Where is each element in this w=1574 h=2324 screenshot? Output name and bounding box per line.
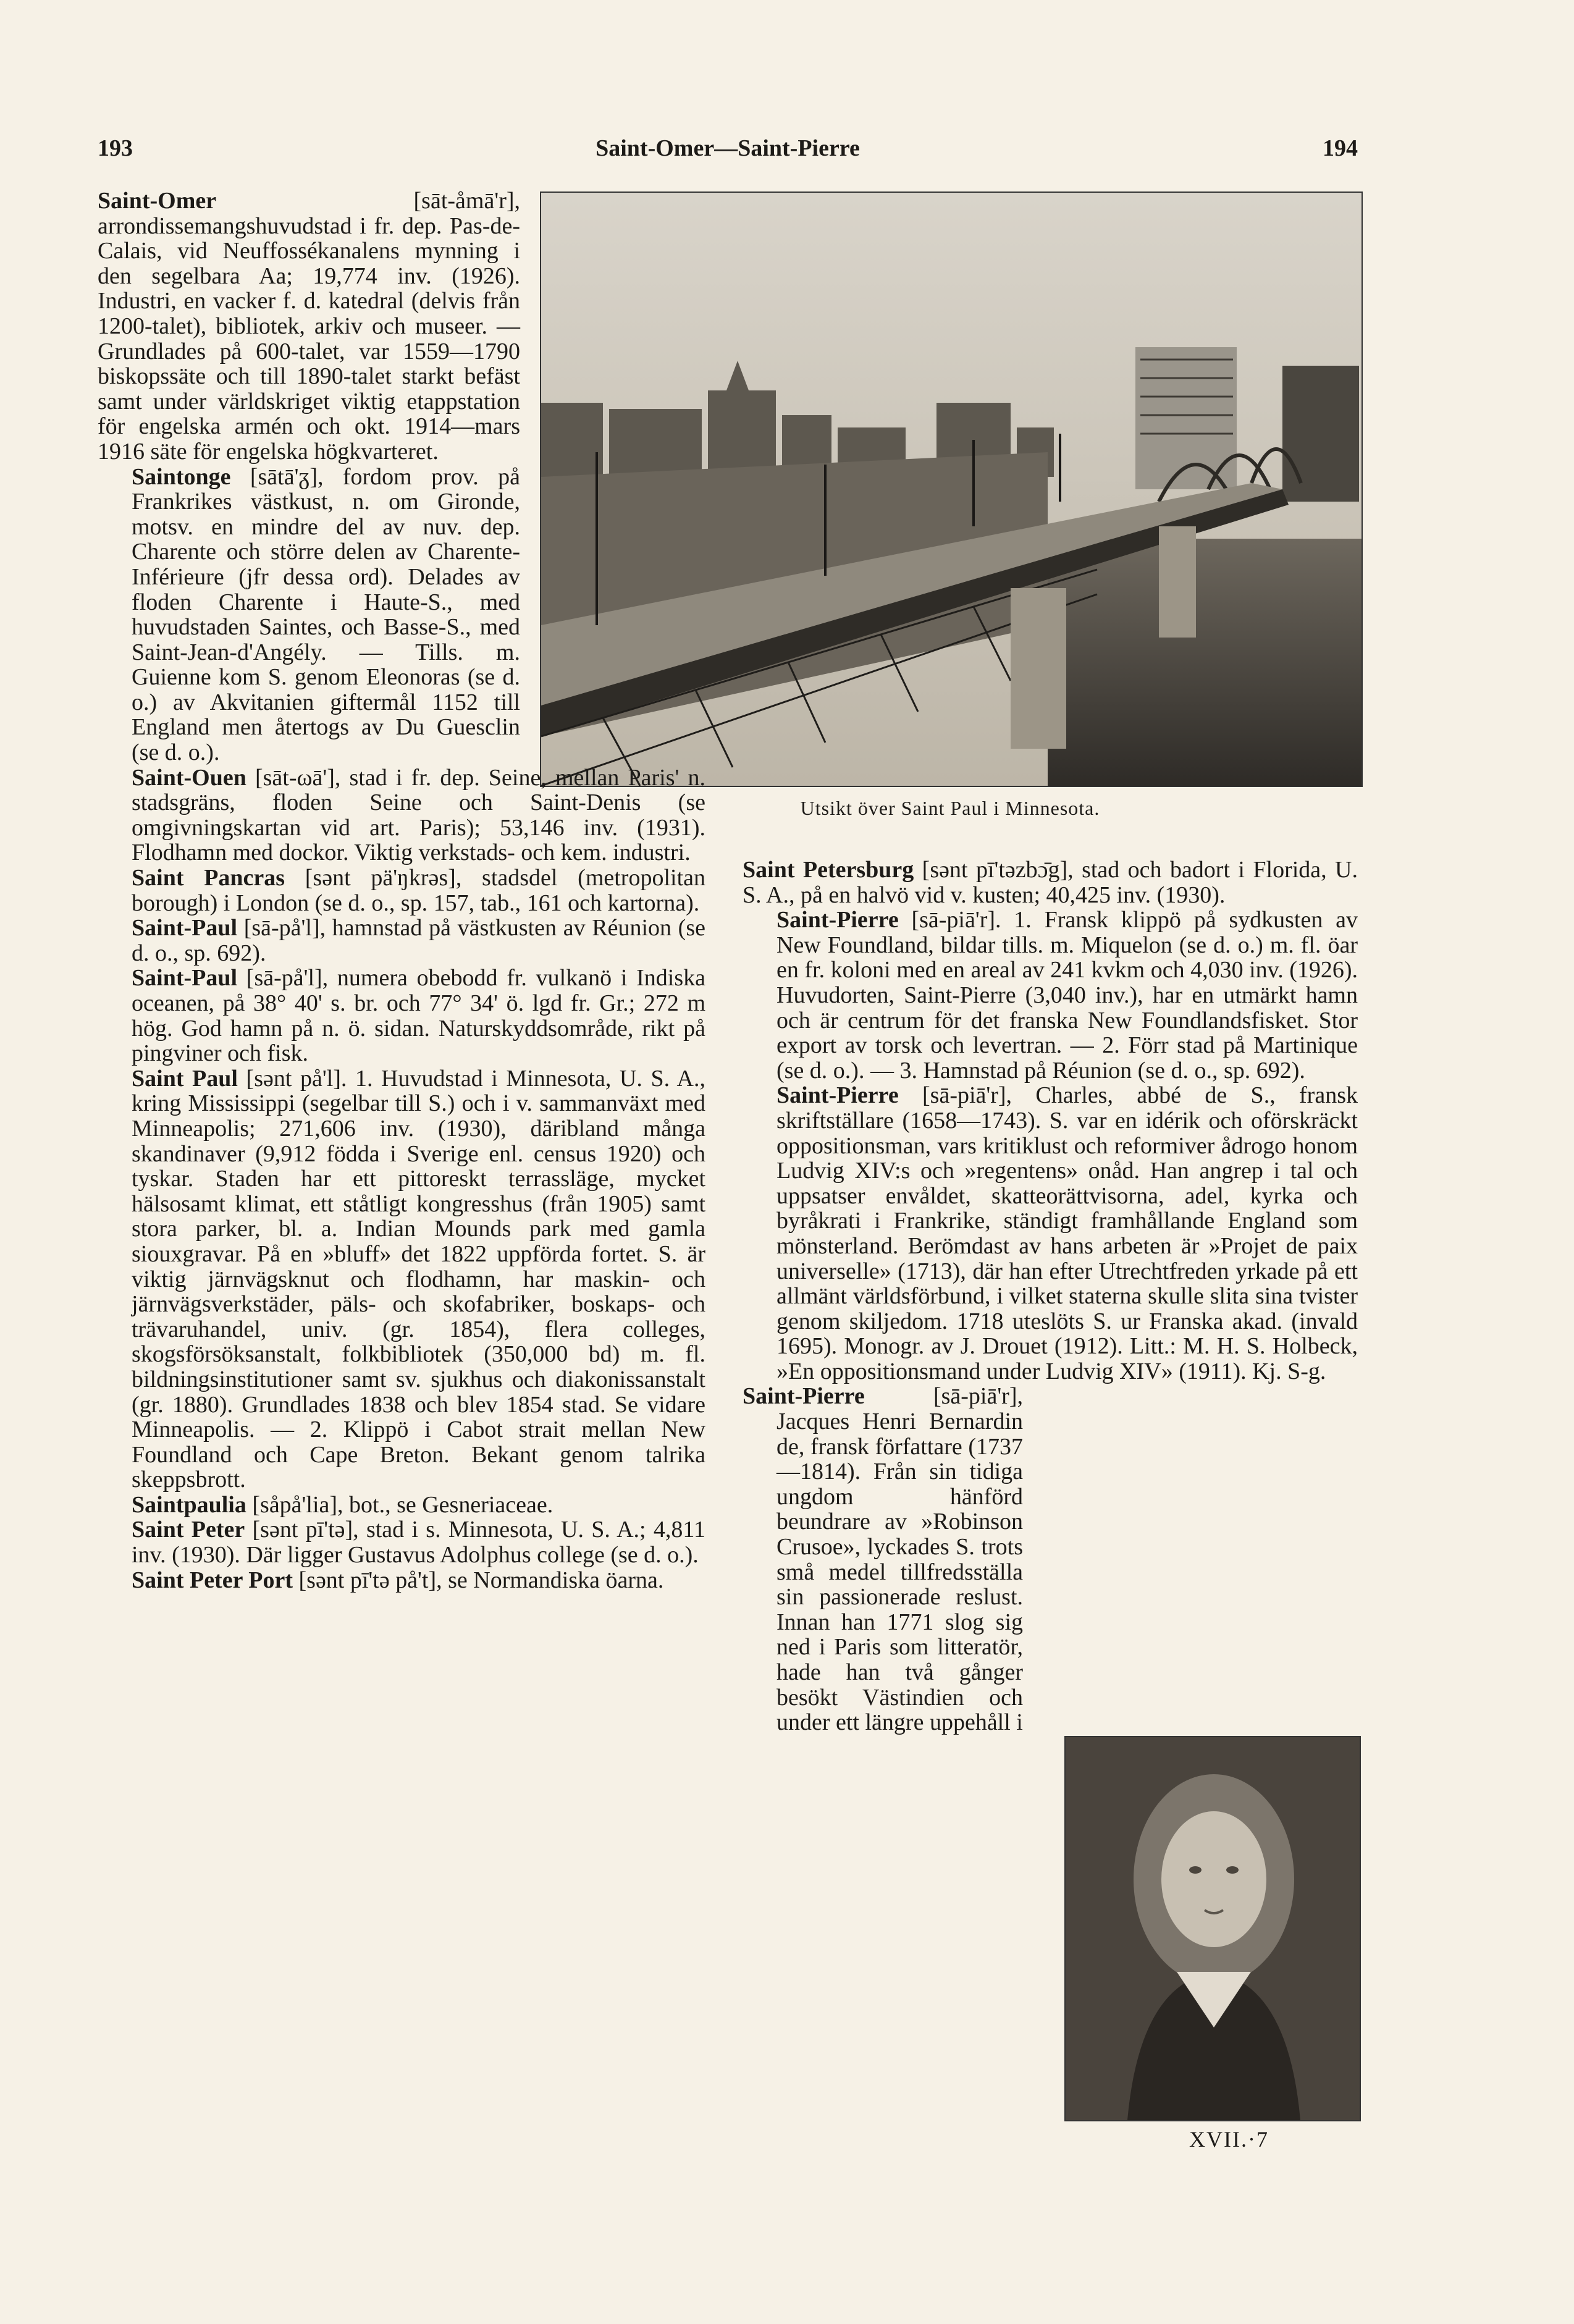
entry-saint-pierre-island: Saint-Pierre [sā-piā'r]. 1. Fransk klippö på sydkusten av New Foundland, bildar tills. m. Miquelon (se d. o.) m. fl. öar en fr. koloni med en areal av 241 kvkm och 4,030 inv. (1926). Huvudorten, Saint-Pierre (3,040 inv.), har en utmärkt hamn och är centrum för det franska New Foundlandsfisket. Stor export av torsk och levertran. — 2. Förr stad på Martinique (se d. o.). — 3. Hamnstad på Réunion (se d. o., sp. 692). [776, 907, 1358, 1084]
entry-saint-paul-reunion: Saint-Paul [sā-på'l], hamnstad på västkusten av Réunion (se d. o., sp. 692). [132, 915, 705, 966]
entry-saintpaulia: Saintpaulia [såpå'lia], bot., se Gesneriaceae. [132, 1491, 553, 1518]
entry-saintonge: Saintonge [sātā'ᵹ], fordom prov. på Frankrikes västkust, n. om Gironde, motsv. en mindre del av nuv. dep. Charente och större delen av Charente-Inférieure (jfr dessa ord). Delades av floden Charente i Haute-S., med huvudstaden Saintes, och Basse-S., med Saint-Jean-d'Angély. — Tills. m. Guienne kom S. genom Eleonoras (se d. o.) av Akvitanien giftermål 1152 till England men återtogs av Du Guesclin (se d. o.). [132, 463, 520, 766]
page-header [98, 135, 1358, 169]
portrait-spacer [1037, 1433, 1358, 2079]
right-column [743, 857, 1358, 2079]
page-number-right: 194 [1323, 135, 1358, 161]
entry-saint-peter: Saint Peter [sənt pī'tə], stad i s. Minnesota, U. S. A.; 4,811 inv. (1930). Där ligger Gustavus Adolphus college (se d. o.). [132, 1517, 705, 1568]
entry-saint-omer: Saint-Omer [sāt-åmā'r], arrondissemangshuvudstad i fr. dep. Pas-de-Calais, vid Neuffossékanalens mynning i den segelbara Aa; 19,774 inv. (1926). Industri, en vacker f. d. katedral (delvis från 1200-talet), bibliotek, arkiv och museer. — Grundlades på 600-talet, var 1559—1790 biskopssäte och till 1890-talet starkt befäst samt under världskriget viktig etappstation för engelska armén och okt. 1914—mars 1916 säte för engelska högkvarteret. [98, 188, 520, 465]
entry-saint-pierre-bernardin: Saint-Pierre [sā-piā'r], Jacques Henri Bernardin de, fransk författare (1737—1814). Från sin tidiga ungdom hänförd beundrare av »Robinson Crusoe», lyckades S. trots små medel tillfredsställa sin passionerade reslust. Innan han 1771 slog sig ned i Paris som litteratör, hade han två gånger besökt Västindien och under ett längre uppehåll i [743, 1383, 1023, 1736]
running-title: Saint-Omer—Saint-Pierre [596, 135, 860, 161]
entry-saint-petersburg: Saint Petersburg [sənt pī'təzbɔ̄g], stad och badort i Florida, U. S. A., på en halvö vid v. kusten; 40,425 inv. (1930). [743, 857, 1358, 908]
entry-saint-ouen: Saint-Ouen [sāt-ωā'], stad i fr. dep. Seine, mellan Paris' n. stadsgräns, floden Seine och Saint-Denis (se omgivningskartan vid art. Paris); 53,146 inv. (1931). Flodhamn med dockor. Viktig verkstads- och kem. industri. [132, 764, 705, 866]
entry-saint-pierre-charles: Saint-Pierre [sā-piā'r], Charles, abbé de S., fransk skriftställare (1658—1743). S. var en idérik och oförskräckt oppositionsman, vars kritiklust och reformiver ådrogo honom Ludvig XIV:s och »regentens» onåd. Han angrep i tal och uppsatser envåldet, skatteorättvisorna, adel, kyrka och byråkrati i Frankrike, ständigt framhållande England som mönsterland. Berömdast av hans arbeten är »Projet de paix universelle» (1713), där han efter Utrechtfreden yrkade på ett allmänt världsförbund, i vilket staterna skulle slita sina tvister genom skiljedom. 1718 uteslöts S. ur Franska akad. (invald 1695). Monogr. av J. Drouet (1912). Litt.: M. H. S. Holbeck, »En oppositionsmand under Ludvig XIV» (1911). Kj. S-g. [776, 1082, 1358, 1384]
left-column [98, 188, 705, 1593]
figure-spacer [520, 188, 705, 757]
entry-saint-peter-port: Saint Peter Port [sənt pī'tə på't], se Normandiska öarna. [132, 1567, 664, 1593]
entry-saint-paul-minnesota: Saint Paul [sənt på'l]. 1. Huvudstad i Minnesota, U. S. A., kring Mississippi (segelbar till S.) och i v. sammanväxt med Minneapolis; 271,606 inv. (1930), däribland många skandinaver (9,912 födda i Sverige enl. census 1920) och tyskar. Staden har ett pittoreskt terrassläge, mycket hälsosamt klimat, ett ståtligt kongresshus (från 1905) samt stora parker, bl. a. Indian Mounds park med gamla siouxgravar. På en »bluff» det 1822 uppförda fortet. S. är viktig järnvägsknut och flodhamn, har maskin- och järnvägsverkstäder, päls- och skofabriker, boskaps- och trävaruhandel, univ. (gr. 1854), flera colleges, skogsförsöksanstalt, folkbibliotek (350,000 bd) m. fl. bildningsinstitutioner samt sv. sjukhus och diakonissanstalt (gr. 1880). Grundlades 1838 och blev 1854 stad. Se vidare Minneapolis. — 2. Klippö i Cabot strait mellan New Foundland och Cape Breton. Bekant genom talrika skeppsbrott. [132, 1065, 705, 1493]
figure-caption: Utsikt över Saint Paul i Minnesota. [800, 797, 1100, 819]
page-number-left: 193 [98, 135, 133, 161]
entry-saint-pancras: Saint Pancras [sənt pä'ŋkrəs], stadsdel (metropolitan borough) i London (se d. o., sp. 157, tab., 161 och kartorna). [132, 865, 705, 916]
signature-mark: XVII.·7 [1189, 2127, 1269, 2152]
entry-saint-paul-island: Saint-Paul [sā-på'l], numera obebodd fr. vulkanö i Indiska oceanen, på 38° 40' s. br. och 77° 34' ö. lgd fr. Gr.; 272 m hög. God hamn på n. ö. sidan. Naturskyddsområde, rikt på pingviner och fisk. [132, 965, 705, 1067]
